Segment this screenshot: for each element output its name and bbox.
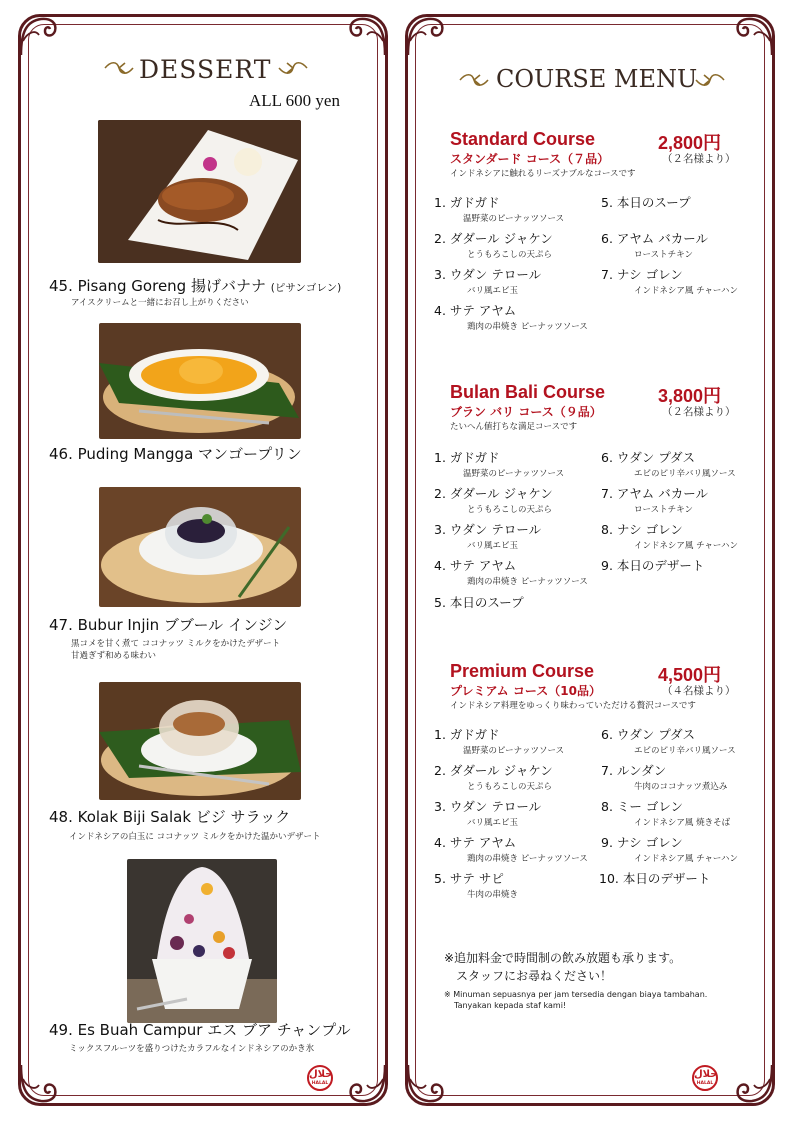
course-item: 6. ウダン プダス エビのピリ辛バリ風ソース bbox=[601, 727, 736, 756]
dish-name: 49. Es Buah Campur エス ブア チャンプル bbox=[49, 1021, 351, 1039]
course-item: 6. アヤム バカール ローストチキン bbox=[601, 231, 708, 260]
course-item: 3. ウダン テロール バリ風エビ玉 bbox=[434, 267, 542, 296]
course-item: 8. ナシ ゴレン インドネシア風 チャーハン bbox=[601, 522, 738, 551]
dish-photo bbox=[99, 487, 301, 607]
dish-photo bbox=[99, 682, 301, 800]
course-subtitle: スタンダード コース（７品） bbox=[450, 152, 610, 166]
dish-name: 47. Bubur Injin ブブール インジン bbox=[49, 616, 288, 634]
ornament-corner-icon bbox=[404, 1061, 450, 1107]
course-min-people: （２名様より） bbox=[662, 406, 736, 418]
course-item: 2. ダダール ジャケン とうもろこしの天ぷら bbox=[434, 486, 553, 515]
course-item: 1. ガドガド 温野菜のピーナッツソース bbox=[434, 727, 565, 756]
course-subtitle: ブラン バリ コース（９品） bbox=[450, 405, 602, 419]
dish-photo bbox=[127, 859, 277, 1023]
course-min-people: （４名様より） bbox=[662, 685, 736, 697]
halal-logo-icon: حلال HALAL bbox=[307, 1065, 333, 1091]
dish-description: インドネシアの白玉に ココナッツ ミルクをかけた温かいデザート bbox=[69, 832, 321, 842]
course-description: インドネシア料理をゆっくり味わっていただける贅沢コースです bbox=[450, 701, 696, 711]
ornament-corner-icon bbox=[17, 13, 63, 59]
course-item: 9. 本日のデザート bbox=[601, 558, 705, 573]
ornament-corner-icon bbox=[730, 1061, 776, 1107]
dish-photo bbox=[99, 323, 301, 439]
dish-description: ミックスフルーツを盛りつけたカラフルなインドネシアのかき氷 bbox=[69, 1044, 315, 1054]
dish-photo bbox=[98, 120, 301, 263]
course-menu-heading: COURSE MENU bbox=[496, 65, 698, 93]
course-panel bbox=[405, 14, 775, 1106]
course-description: たいへん値打ちな満足コースです bbox=[450, 422, 578, 432]
course-price: 4,500円 bbox=[658, 665, 722, 685]
course-item: 2. ダダール ジャケン とうもろこしの天ぷら bbox=[434, 763, 553, 792]
course-title: Premium Course bbox=[450, 661, 595, 681]
course-item: 4. サテ アヤム 鶏肉の串焼き ピーナッツソース bbox=[434, 558, 588, 587]
course-item: 6. ウダン プダス エビのピリ辛バリ風ソース bbox=[601, 450, 736, 479]
dessert-heading: DESSERT bbox=[139, 55, 272, 84]
ornament-corner-icon bbox=[17, 1061, 63, 1107]
course-description: インドネシアに触れるリーズナブルなコースです bbox=[450, 169, 636, 179]
course-min-people: （２名様より） bbox=[662, 153, 736, 165]
course-item: 7. アヤム バカール ローストチキン bbox=[601, 486, 708, 515]
course-item: 5. 本日のスープ bbox=[601, 195, 691, 210]
ornament-corner-icon bbox=[404, 13, 450, 59]
course-item: 5. 本日のスープ bbox=[434, 595, 524, 610]
flourish-icon bbox=[458, 71, 490, 89]
drinks-note-id: ※ Minuman sepuasnya per jam tersedia dengan biaya tambahan. Tanyakan kepada staf kami! bbox=[444, 990, 708, 1010]
dish-description: 黒コメを甘く煮て ココナッツ ミルクをかけたデザート 甘過ぎず和める味わい bbox=[71, 639, 281, 661]
course-item: 4. サテ アヤム 鶏肉の串焼き ピーナッツソース bbox=[434, 835, 588, 864]
drinks-note-jp: ※追加料金で時間制の飲み放題も承ります。 スタッフにお尋ねください！ bbox=[444, 951, 682, 983]
flourish-icon bbox=[694, 71, 726, 89]
dish-description: アイスクリームと一緒にお召し上がりください bbox=[71, 298, 249, 308]
flourish-icon bbox=[277, 59, 309, 77]
course-item: 1. ガドガド 温野菜のピーナッツソース bbox=[434, 450, 565, 479]
ornament-corner-icon bbox=[343, 1061, 389, 1107]
dish-name: 48. Kolak Biji Salak ビジ サラック bbox=[49, 808, 291, 826]
all-price-label: ALL 600 yen bbox=[249, 91, 340, 110]
course-item: 7. ナシ ゴレン インドネシア風 チャーハン bbox=[601, 267, 738, 296]
ornament-corner-icon bbox=[730, 13, 776, 59]
course-title: Standard Course bbox=[450, 129, 596, 149]
halal-logo-icon: حلال HALAL bbox=[692, 1065, 718, 1091]
course-subtitle: プレミアム コース（10品） bbox=[450, 684, 601, 698]
course-item: 8. ミー ゴレン インドネシア風 焼きそば bbox=[601, 799, 731, 828]
course-price: 2,800円 bbox=[658, 133, 722, 153]
course-item: 10. 本日のデザート bbox=[599, 871, 711, 886]
flourish-icon bbox=[103, 59, 135, 77]
course-item: 9. ナシ ゴレン インドネシア風 チャーハン bbox=[601, 835, 738, 864]
course-item: 1. ガドガド 温野菜のピーナッツソース bbox=[434, 195, 565, 224]
course-item: 3. ウダン テロール バリ風エビ玉 bbox=[434, 799, 542, 828]
course-item: 7. ルンダン 牛肉のココナッツ煮込み bbox=[601, 763, 728, 792]
course-item: 5. サテ サピ 牛肉の串焼き bbox=[434, 871, 519, 900]
course-item: 4. サテ アヤム 鶏肉の串焼き ピーナッツソース bbox=[434, 303, 588, 332]
dish-name: 46. Puding Mangga マンゴープリン bbox=[49, 445, 302, 463]
course-item: 2. ダダール ジャケン とうもろこしの天ぷら bbox=[434, 231, 553, 260]
ornament-corner-icon bbox=[343, 13, 389, 59]
course-price: 3,800円 bbox=[658, 386, 722, 406]
course-item: 3. ウダン テロール バリ風エビ玉 bbox=[434, 522, 542, 551]
dish-name: 45. Pisang Goreng 揚げバナナ (ピサンゴレン) bbox=[49, 277, 342, 295]
course-title: Bulan Bali Course bbox=[450, 382, 606, 402]
dessert-panel bbox=[18, 14, 388, 1106]
